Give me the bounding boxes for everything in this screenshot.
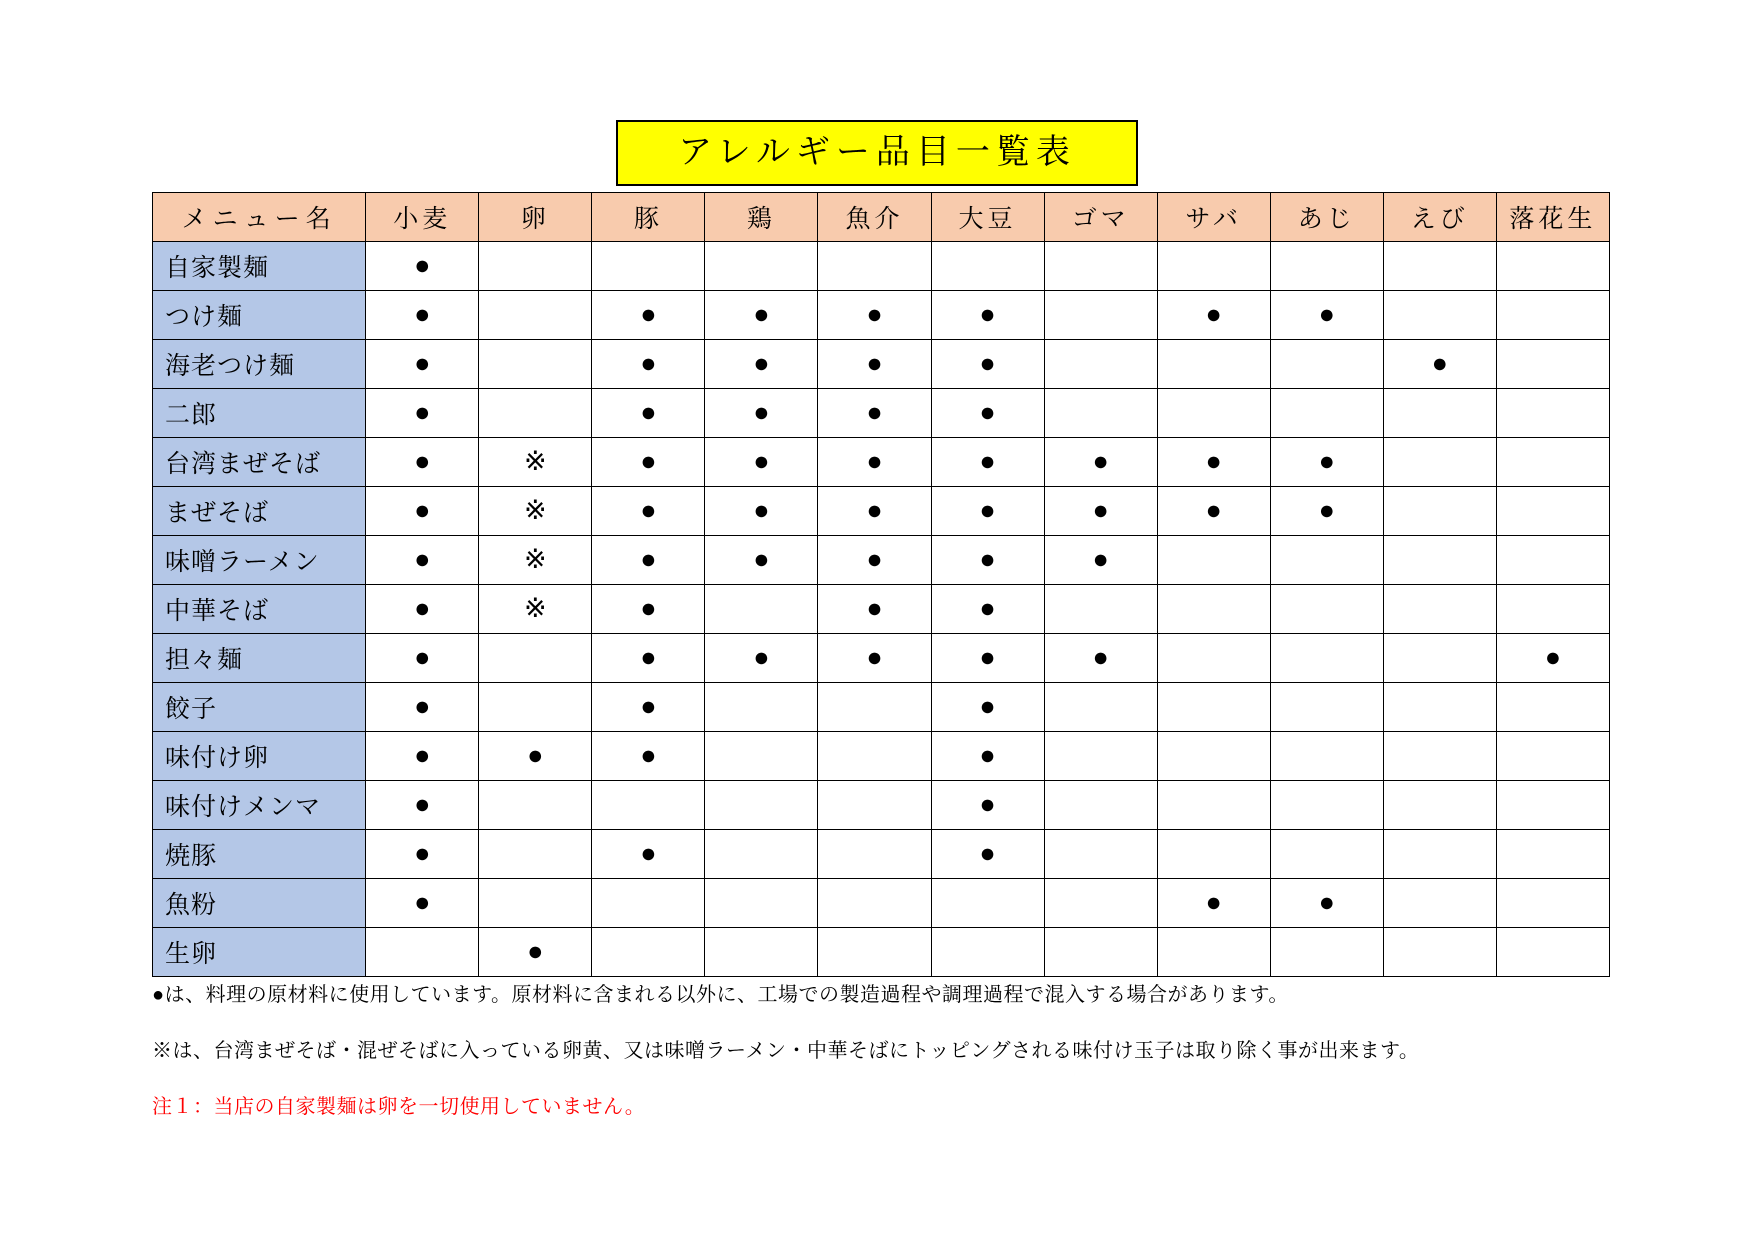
allergen-cell [1044,291,1157,340]
allergen-cell [1157,830,1270,879]
allergen-cell [1157,340,1270,389]
table-row [153,683,1610,732]
column-header-menu: メニュー名 [153,193,366,242]
allergen-cell [931,781,1044,830]
allergen-cell [1383,536,1496,585]
allergen-cell [366,242,479,291]
contains-dot-icon: ● [1205,298,1222,329]
allergen-cell [818,879,931,928]
allergen-cell [1270,585,1383,634]
contains-dot-icon: ● [753,298,770,329]
note-line: ●は、料理の原材料に使用しています。原材料に含まれる以外に、工場での製造過程や調理過程で混入する場合があります。 [152,984,1289,1006]
allergen-cell [479,389,592,438]
allergen-cell [1383,830,1496,879]
allergen-cell [366,928,479,977]
row-header-menu-name: 二郎 [153,389,366,438]
allergen-cell [479,291,592,340]
contains-dot-icon: ● [866,445,883,476]
table-row [153,732,1610,781]
allergen-cell [1044,438,1157,487]
contains-dot-icon: ● [640,837,657,868]
contains-dot-icon: ● [979,298,996,329]
contains-dot-icon: ● [414,543,431,574]
allergen-cell [1270,389,1383,438]
allergen-cell [1496,634,1609,683]
notes-area [152,980,1652,1148]
allergen-cell [1157,732,1270,781]
contains-dot-icon: ● [414,445,431,476]
contains-dot-icon: ● [753,543,770,574]
reference-mark-icon: ※ [524,592,547,623]
allergen-cell [1157,438,1270,487]
allergen-cell [1383,585,1496,634]
table-row [153,291,1610,340]
allergen-cell [1157,928,1270,977]
contains-dot-icon: ● [866,396,883,427]
table-row [153,634,1610,683]
allergen-cell [592,389,705,438]
contains-dot-icon: ● [753,347,770,378]
allergen-cell [1270,438,1383,487]
allergen-cell [1044,389,1157,438]
contains-dot-icon: ● [640,739,657,770]
allergen-cell [818,634,931,683]
allergen-cell [818,585,931,634]
allergen-cell [366,732,479,781]
table-row [153,536,1610,585]
allergen-cell [592,781,705,830]
allergen-cell [1157,781,1270,830]
contains-dot-icon: ● [753,641,770,672]
allergen-cell [479,585,592,634]
allergen-cell [1044,928,1157,977]
contains-dot-icon: ● [1318,298,1335,329]
table-row [153,928,1610,977]
allergen-cell [1496,242,1609,291]
allergen-cell [931,242,1044,291]
table-body [153,242,1610,977]
allergen-cell [818,683,931,732]
contains-dot-icon: ● [414,347,431,378]
allergen-cell [705,683,818,732]
allergen-cell [705,340,818,389]
row-header-menu-name: 台湾まぜそば [153,438,366,487]
contains-dot-icon: ● [527,739,544,770]
allergen-cell [1383,487,1496,536]
allergen-cell [1044,487,1157,536]
allergen-cell [366,389,479,438]
row-header-menu-name: 味付けメンマ [153,781,366,830]
contains-dot-icon: ● [1431,347,1448,378]
contains-dot-icon: ● [753,445,770,476]
allergen-cell [1496,340,1609,389]
contains-dot-icon: ● [1318,494,1335,525]
allergen-cell [931,536,1044,585]
contains-dot-icon: ● [414,298,431,329]
contains-dot-icon: ● [979,788,996,819]
column-header-horsemackerel: あじ [1270,193,1383,242]
contains-dot-icon: ● [979,396,996,427]
allergen-cell [1270,928,1383,977]
allergen-cell [1157,634,1270,683]
allergen-cell [366,438,479,487]
contains-dot-icon: ● [640,641,657,672]
allergen-cell [366,879,479,928]
allergen-cell [1157,536,1270,585]
allergen-cell [592,585,705,634]
allergen-cell [705,585,818,634]
allergen-cell [1496,732,1609,781]
allergen-cell [479,438,592,487]
allergen-cell [818,830,931,879]
allergen-cell [931,683,1044,732]
contains-dot-icon: ● [414,494,431,525]
allergen-cell [931,291,1044,340]
contains-dot-icon: ● [866,298,883,329]
allergen-cell [818,438,931,487]
row-header-menu-name: つけ麺 [153,291,366,340]
allergen-cell [1383,634,1496,683]
row-header-menu-name: 餃子 [153,683,366,732]
allergen-cell [818,928,931,977]
allergen-cell [1496,683,1609,732]
allergen-cell [1496,291,1609,340]
allergen-cell [1044,340,1157,389]
contains-dot-icon: ● [979,592,996,623]
row-header-menu-name: 味付け卵 [153,732,366,781]
allergen-cell [479,487,592,536]
allergen-cell [1157,879,1270,928]
contains-dot-icon: ● [414,592,431,623]
contains-dot-icon: ● [640,347,657,378]
contains-dot-icon: ● [527,935,544,966]
allergen-cell [1270,291,1383,340]
allergen-cell [931,732,1044,781]
contains-dot-icon: ● [640,445,657,476]
contains-dot-icon: ● [979,641,996,672]
table-row [153,242,1610,291]
allergen-cell [818,732,931,781]
allergen-cell [479,781,592,830]
contains-dot-icon: ● [866,347,883,378]
table-row [153,487,1610,536]
allergen-cell [1157,242,1270,291]
allergen-cell [1157,585,1270,634]
contains-dot-icon: ● [640,396,657,427]
allergen-cell [1044,830,1157,879]
allergen-cell [366,585,479,634]
allergen-cell [1270,536,1383,585]
allergen-cell [705,389,818,438]
allergen-cell [818,781,931,830]
allergen-cell [1044,536,1157,585]
allergen-cell [931,389,1044,438]
allergen-cell [1496,879,1609,928]
allergen-cell [931,879,1044,928]
contains-dot-icon: ● [1092,543,1109,574]
reference-mark-icon: ※ [524,543,547,574]
contains-dot-icon: ● [1092,494,1109,525]
allergen-cell [1383,389,1496,438]
allergen-cell [366,781,479,830]
allergen-cell [705,732,818,781]
allergen-cell [592,487,705,536]
allergen-cell [479,536,592,585]
table-header [153,193,1610,242]
allergen-cell [818,291,931,340]
allergen-cell [1270,340,1383,389]
title-area [0,120,1754,186]
allergen-cell [1383,879,1496,928]
allergen-cell [1270,242,1383,291]
allergen-cell [479,732,592,781]
allergen-cell [1383,340,1496,389]
allergen-cell [931,928,1044,977]
allergen-cell [479,879,592,928]
column-header-wheat: 小麦 [366,193,479,242]
allergen-cell [1496,781,1609,830]
row-header-menu-name: 海老つけ麺 [153,340,366,389]
row-header-menu-name: まぜそば [153,487,366,536]
row-header-menu-name: 魚粉 [153,879,366,928]
contains-dot-icon: ● [640,298,657,329]
allergen-cell [1044,732,1157,781]
contains-dot-icon: ● [979,347,996,378]
allergen-cell [818,340,931,389]
allergen-cell [479,683,592,732]
contains-dot-icon: ● [979,445,996,476]
note-line: 注１：当店の自家製麺は卵を一切使用していません。 [152,1096,646,1118]
contains-dot-icon: ● [1318,886,1335,917]
allergen-cell [592,928,705,977]
allergen-cell [1496,830,1609,879]
contains-dot-icon: ● [640,592,657,623]
allergen-cell [592,732,705,781]
allergen-cell [1383,732,1496,781]
allergen-cell [1496,928,1609,977]
contains-dot-icon: ● [414,837,431,868]
column-header-egg: 卵 [479,193,592,242]
column-header-peanut: 落花生 [1496,193,1609,242]
allergen-cell [1270,683,1383,732]
allergen-cell [479,830,592,879]
contains-dot-icon: ● [414,396,431,427]
allergen-cell [1157,389,1270,438]
column-header-soy: 大豆 [931,193,1044,242]
contains-dot-icon: ● [979,543,996,574]
contains-dot-icon: ● [753,494,770,525]
allergen-cell [705,928,818,977]
allergen-cell [931,340,1044,389]
allergen-cell [818,536,931,585]
row-header-menu-name: 焼豚 [153,830,366,879]
row-header-menu-name: 生卵 [153,928,366,977]
allergen-cell [366,487,479,536]
allergen-cell [1270,830,1383,879]
contains-dot-icon: ● [866,641,883,672]
allergen-cell [592,242,705,291]
table-row [153,879,1610,928]
allergen-cell [1383,683,1496,732]
allergen-cell [366,536,479,585]
contains-dot-icon: ● [1205,445,1222,476]
allergen-cell [705,487,818,536]
table-row [153,585,1610,634]
contains-dot-icon: ● [979,837,996,868]
allergen-cell [1383,242,1496,291]
allergen-cell [705,781,818,830]
allergen-cell [592,830,705,879]
contains-dot-icon: ● [753,396,770,427]
allergen-cell [1496,487,1609,536]
allergen-cell [1270,732,1383,781]
allergen-cell [592,438,705,487]
contains-dot-icon: ● [414,690,431,721]
column-header-sesame: ゴマ [1044,193,1157,242]
allergen-cell [1157,683,1270,732]
allergen-cell [1044,585,1157,634]
allergen-cell [592,634,705,683]
allergen-cell [705,634,818,683]
contains-dot-icon: ● [866,543,883,574]
column-header-shrimp: えび [1383,193,1496,242]
contains-dot-icon: ● [1205,494,1222,525]
allergen-cell [1044,634,1157,683]
reference-mark-icon: ※ [524,445,547,476]
allergen-cell [1383,781,1496,830]
row-header-menu-name: 中華そば [153,585,366,634]
table-row [153,340,1610,389]
allergen-cell [705,242,818,291]
contains-dot-icon: ● [1092,445,1109,476]
allergen-cell [818,487,931,536]
table-row [153,830,1610,879]
allergen-cell [366,683,479,732]
contains-dot-icon: ● [1318,445,1335,476]
column-header-seafood: 魚介 [818,193,931,242]
contains-dot-icon: ● [640,690,657,721]
contains-dot-icon: ● [1205,886,1222,917]
table-row [153,781,1610,830]
allergen-cell [592,879,705,928]
allergen-cell [705,536,818,585]
contains-dot-icon: ● [866,494,883,525]
allergen-cell [592,536,705,585]
allergen-cell [1270,487,1383,536]
allergen-cell [1270,781,1383,830]
allergen-cell [479,242,592,291]
allergen-cell [366,340,479,389]
allergen-cell [592,340,705,389]
allergen-cell [931,585,1044,634]
allergen-cell [705,830,818,879]
allergen-cell [1383,438,1496,487]
column-header-pork: 豚 [592,193,705,242]
contains-dot-icon: ● [979,494,996,525]
contains-dot-icon: ● [414,739,431,770]
contains-dot-icon: ● [1092,641,1109,672]
row-header-menu-name: 味噌ラーメン [153,536,366,585]
allergen-cell [1496,438,1609,487]
allergen-cell [818,242,931,291]
allergen-cell [1383,928,1496,977]
page-title: アレルギー品目一覧表 [616,120,1138,186]
allergen-cell [366,291,479,340]
allergen-cell [479,340,592,389]
contains-dot-icon: ● [866,592,883,623]
allergen-cell [479,928,592,977]
allergen-cell [479,634,592,683]
allergen-cell [1044,781,1157,830]
allergen-cell [931,487,1044,536]
table-header-row [153,193,1610,242]
contains-dot-icon: ● [640,543,657,574]
allergen-cell [931,438,1044,487]
contains-dot-icon: ● [1544,641,1562,672]
allergen-cell [705,291,818,340]
allergen-cell [1044,242,1157,291]
contains-dot-icon: ● [979,690,996,721]
allergen-cell [1383,291,1496,340]
allergen-cell [592,683,705,732]
allergen-cell [1270,879,1383,928]
allergen-cell [1044,879,1157,928]
allergen-cell [1496,536,1609,585]
allergen-cell [592,291,705,340]
allergy-table [152,192,1610,977]
column-header-mackerel: サバ [1157,193,1270,242]
allergy-table-wrap [152,192,1610,977]
note-line: ※は、台湾まぜそば・混ぜそばに入っている卵黄、又は味噌ラーメン・中華そばにトッピングされる味付け玉子は取り除く事が出来ます。 [152,1040,1420,1062]
contains-dot-icon: ● [979,739,996,770]
row-header-menu-name: 担々麺 [153,634,366,683]
table-row [153,389,1610,438]
allergen-cell [818,389,931,438]
allergen-cell [366,830,479,879]
contains-dot-icon: ● [414,641,431,672]
allergen-cell [1496,389,1609,438]
allergen-cell [366,634,479,683]
contains-dot-icon: ● [414,249,431,280]
column-header-chicken: 鶏 [705,193,818,242]
allergen-cell [705,438,818,487]
allergen-cell [705,879,818,928]
allergen-cell [1157,291,1270,340]
allergen-cell [1044,683,1157,732]
table-row [153,438,1610,487]
contains-dot-icon: ● [414,886,431,917]
allergen-cell [1270,634,1383,683]
reference-mark-icon: ※ [524,494,547,525]
allergen-cell [931,634,1044,683]
contains-dot-icon: ● [414,788,431,819]
row-header-menu-name: 自家製麺 [153,242,366,291]
allergen-cell [1157,487,1270,536]
allergen-cell [1496,585,1609,634]
contains-dot-icon: ● [640,494,657,525]
allergen-cell [931,830,1044,879]
